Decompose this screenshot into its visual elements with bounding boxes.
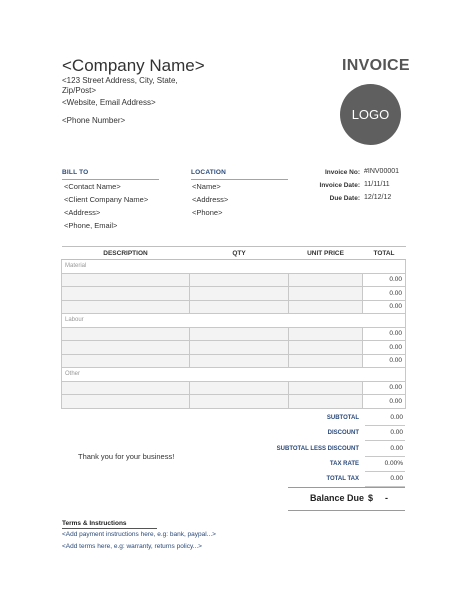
company-address-line2: Zip/Post> [62,86,97,95]
table-header-row [62,247,406,260]
thank-you-message: Thank you for your business! [78,452,175,461]
row-total: 0.00 [363,273,406,287]
discount-divider [365,440,405,441]
company-web-email: <Website, Email Address> [62,98,156,107]
discount-label: DISCOUNT [327,430,359,436]
table-row[interactable] [62,381,406,395]
discount-value: 0.00 [390,429,403,436]
header-total: TOTAL [363,247,406,260]
subtotal-value: 0.00 [390,414,403,421]
balance-due-value: - [385,493,388,503]
row-total: 0.00 [363,287,406,301]
balance-due-label: Balance Due [310,493,365,503]
total-tax-value: 0.00 [390,475,403,482]
company-name: <Company Name> [62,56,205,75]
location-phone: <Phone> [192,208,223,217]
table-row[interactable] [62,327,406,341]
row-total: 0.00 [363,395,406,409]
tax-rate-divider [365,471,405,472]
table-row[interactable] [62,341,406,355]
terms-payment-instructions: <Add payment instructions here, e.g: bank, paypal...> [62,531,216,538]
location-divider [191,179,288,180]
balance-top-divider [288,487,405,488]
logo [340,84,401,145]
row-total: 0.00 [363,327,406,341]
balance-currency: $ [368,493,374,503]
subtotal-divider [365,425,405,426]
table-row[interactable] [62,354,406,368]
subtotal-less-discount-label: SUBTOTAL LESS DISCOUNT [276,446,359,452]
logo-text: LOGO [351,107,390,122]
subtotal-less-discount-value: 0.00 [390,445,403,452]
due-date-label: Due Date: [329,195,360,202]
due-date-value: 12/12/12 [364,194,392,201]
row-total: 0.00 [363,381,406,395]
subtotal-less-discount-divider [365,456,405,457]
line-items-table [61,246,406,409]
location-address: <Address> [192,195,229,204]
terms-underline [62,528,157,529]
section-label-material: Material [62,260,406,274]
section-label-other: Other [62,368,406,382]
tax-rate-value: 0.00% [384,460,403,467]
terms-policy: <Add terms here, e.g: warranty, returns policy...> [62,543,202,550]
header-unit-price: UNIT PRICE [289,247,363,260]
section-label-labour: Labour [62,314,406,328]
subtotal-label: SUBTOTAL [326,415,359,421]
table-row[interactable] [62,300,406,314]
table-row[interactable] [62,395,406,409]
bill-to-address: <Address> [64,208,101,217]
bill-to-contact: <Contact Name> [64,182,121,191]
terms-heading: Terms & Instructions [62,520,127,527]
invoice-date-value: 11/11/11 [364,181,390,188]
balance-bottom-divider [288,510,405,511]
location-name: <Name> [192,182,221,191]
bill-to-heading: BILL TO [62,169,89,176]
company-phone: <Phone Number> [62,116,126,125]
location-heading: LOCATION [191,169,227,176]
row-total: 0.00 [363,354,406,368]
invoice-date-label: Invoice Date: [319,182,360,189]
company-address-line1: <123 Street Address, City, State, [62,76,178,85]
total-tax-label: TOTAL TAX [326,476,359,482]
tax-rate-label: TAX RATE [329,461,359,467]
table-row[interactable] [62,273,406,287]
invoice-title: INVOICE [342,57,410,74]
bill-to-company: <Client Company Name> [64,195,149,204]
header-description: DESCRIPTION [62,247,190,260]
row-total: 0.00 [363,341,406,355]
bill-to-phone-email: <Phone, Email> [64,221,118,230]
invoice-no-label: Invoice No: [324,169,360,176]
header-qty: QTY [190,247,289,260]
invoice-no-value: #INV00001 [364,168,400,175]
table-row[interactable] [62,287,406,301]
row-total: 0.00 [363,300,406,314]
bill-to-divider [62,179,159,180]
